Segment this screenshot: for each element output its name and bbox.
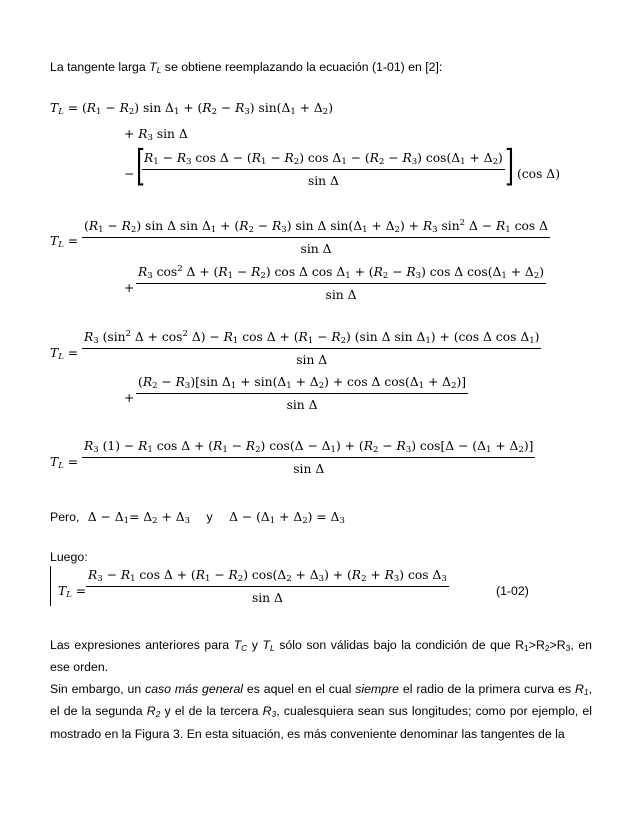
pero-label: Pero, — [50, 510, 80, 524]
eq4-lhs: $T_L$ = — [50, 455, 79, 471]
eq3-fraction-1: $R_3$ ($\sin^2$ $\Delta + \cos^2 \Delta) - R_1$ $\cos \Delta + (R_1 - R_2)$ (sin Δ $\sin \Delta_1) + (\cos$ Δ $\cos \Delta_1$) sin Δ — [84, 329, 540, 367]
eq2-plus: + — [124, 281, 135, 295]
eq2-fraction-1: $(R_1 - R_2)$ sin Δ $\sin \Delta_1 + (R_2 - R_3)$ sin Δ $\sin(\Delta_1 + \Delta_2) + R_3$ $\sin^2 \Delta - R_1$ cos Δ sin Δ — [84, 218, 548, 256]
eq2-lhs: $T_L$ = — [50, 234, 79, 250]
eq1-left-bracket: [ — [136, 141, 146, 190]
paragraph-general-case: Sin embargo, un caso más general es aquel en el cual siempre el radio de la primera curva es $R_1$, el de la segunda $R_2$ y el de la tercera $R_3$, cualesquiera sean sus longitudes; como por ejemplo, el mostrado en la Figura 3. En esta situación, es más conveniente denominar las tangentes de la — [50, 682, 592, 741]
final-eq-left-rule — [50, 566, 53, 606]
intro-line — [50, 60, 442, 74]
eq3-fraction-2: $(R_2 - R_3)[\sin$ $\Delta_1 + \sin(\Delta_1 + \Delta_2) + \cos \Delta$ $\cos(\Delta_1 + \Delta_2)$] sin Δ — [138, 375, 467, 412]
eq2-fraction-2: $R_3$ $\cos^2 \Delta + (R_1 - R_2)$ cos Δ $\cos \Delta_1 + (R_2 - R_3)$ cos Δ $\cos(\Delta_1 + \Delta_2)$ sin Δ — [138, 264, 545, 302]
pero-relation-1: $\Delta - \Delta_1= \Delta_2 + \Delta_3$ — [83, 510, 191, 526]
eq1-line1: $T_L = (R_1 - R_2)$ $\sin \Delta_1 + (R_2 - R_3) \sin(\Delta_1 + \Delta_2)$ — [50, 101, 334, 117]
final-eq-lhs: $T_L$ = — [58, 584, 87, 600]
luego-label: Luego: — [50, 550, 88, 564]
eq1-fraction: $R_1 - R_3$ $\cos \Delta - (R_1 - R_2)$ $\cos \Delta_1 - (R_2 - R_3) \cos(\Delta_1 + \Delta_2)$ sin Δ — [144, 151, 503, 188]
final-eq-fraction: $R_3 - R_1$ $\cos \Delta + (R_1 - R_2) \cos(\Delta_2 + \Delta_3) + (R_2 + R_3)$ $\cos \Delta_3$ sin Δ — [88, 568, 447, 605]
eq1-cos-delta: (cos Δ) — [517, 167, 560, 181]
pero-line — [50, 508, 345, 526]
paragraph-validity: Las expresiones anteriores para $T_C$ y $T_L$ sólo son válidas bajo la condición de que $R_1>R_2>R_3$, en ese orden. — [50, 638, 593, 675]
equation-number: (1-02) — [496, 584, 529, 598]
eq1-line2: + $R_3$ sin Δ — [124, 127, 188, 143]
intro-var-sub: L — [156, 65, 162, 75]
eq3-plus: + — [124, 391, 135, 405]
intro-text-after: se obtiene reemplazando la ecuación (1-01) en [2]: — [161, 60, 443, 74]
eq4-fraction: $R_3$ $(1) - R_1$ $\cos \Delta + (R_1 - R_2) \cos(\Delta - \Delta_1) + (R_2 - R_3) \cos[\Delta - (\Delta_1 + \Delta_2)]$ sin Δ — [84, 439, 534, 476]
intro-text-before: La tangente larga — [50, 60, 150, 74]
eq1-line3-minus: − — [124, 167, 135, 181]
pero-and: y — [206, 510, 213, 524]
intro-var: T — [149, 60, 157, 74]
pero-relation-2: $\Delta - (\Delta_1 + \Delta_2) = \Delta_3$ — [229, 510, 345, 526]
eq1-right-bracket: ] — [505, 141, 515, 190]
eq3-lhs: $T_L$ = — [50, 346, 79, 362]
